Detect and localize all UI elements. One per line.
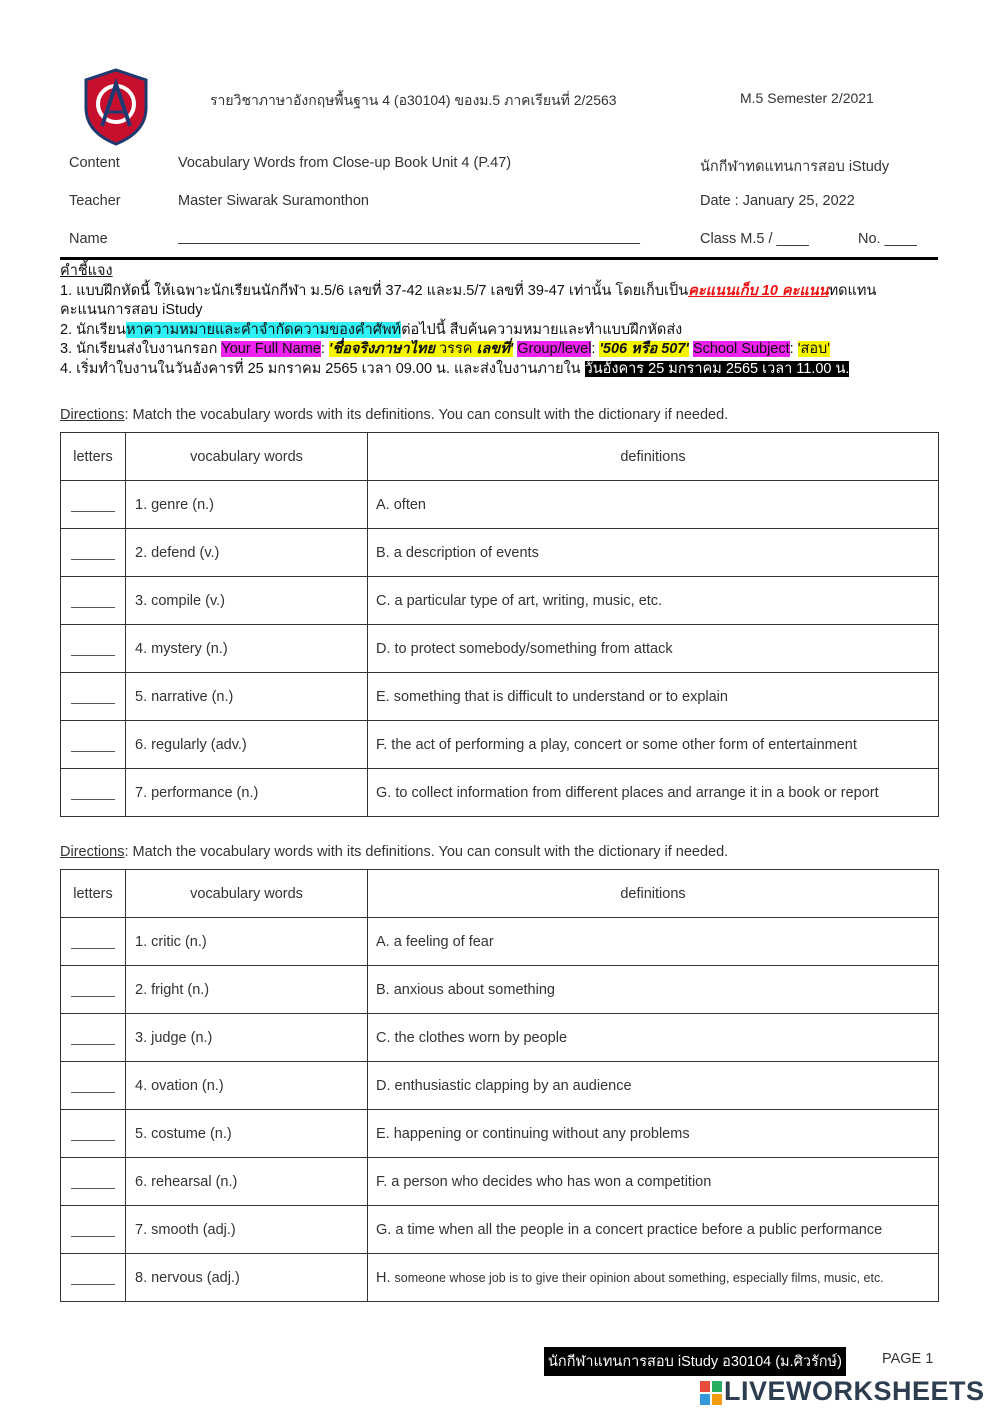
table-header-row — [61, 870, 939, 918]
vocab-word: 3. judge (n.) — [126, 1014, 368, 1062]
footer-label: นักกีฬาแทนการสอบ iStudy อ30104 (ม.ศิวรักษ์) — [544, 1347, 846, 1376]
answer-blank[interactable] — [71, 497, 115, 512]
header-divider — [60, 257, 938, 260]
vocab-definition: F. a person who decides who has won a competition — [368, 1158, 939, 1206]
definition-text: someone whose job is to give their opinion about something, especially films, music, etc. — [394, 1270, 884, 1285]
instr-3a: 3. นักเรียนส่งใบงานกรอก — [60, 341, 222, 357]
vocab-word: 8. nervous (adj.) — [126, 1254, 368, 1302]
date-label: Date : January 25, 2022 — [700, 193, 855, 209]
content-label: Content — [69, 155, 120, 171]
answer-blank[interactable] — [71, 1078, 115, 1093]
vocab-definition: E. something that is difficult to understand or to explain — [368, 673, 939, 721]
header-words: vocabulary words — [126, 433, 368, 481]
vocab-word: 1. critic (n.) — [126, 918, 368, 966]
vocab-word: 2. defend (v.) — [126, 529, 368, 577]
vocab-definition — [368, 1254, 939, 1302]
vocab-definition: B. a description of events — [368, 529, 939, 577]
header-definitions: definitions — [368, 870, 939, 918]
instr-3m: : — [789, 341, 798, 357]
table-row — [61, 918, 939, 966]
instr-3i: : — [591, 341, 600, 357]
instr-3e: วรรค — [434, 341, 477, 357]
answer-blank[interactable] — [71, 1174, 115, 1189]
name-field[interactable]: _____________________________________________________________ — [178, 229, 640, 245]
directions-label: Directions — [60, 844, 125, 860]
answer-blank[interactable] — [71, 737, 115, 752]
vocab-word: 5. narrative (n.) — [126, 673, 368, 721]
answer-blank[interactable] — [71, 641, 115, 656]
table-row — [61, 1254, 939, 1302]
directions-text: : Match the vocabulary words with its definitions. You can consult with the dictionary if needed. — [124, 407, 729, 423]
answer-blank[interactable] — [71, 689, 115, 704]
vocab-table-2 — [60, 869, 939, 1302]
table-row — [61, 481, 939, 529]
vocab-definition: G. to collect information from different places and arrange it in a book or report — [368, 769, 939, 817]
class-field[interactable]: Class M.5 / ____ — [700, 231, 809, 247]
vocab-word: 3. compile (v.) — [126, 577, 368, 625]
instructions-heading: คำชี้แจง — [60, 263, 113, 279]
table-row — [61, 966, 939, 1014]
teacher-label: Teacher — [69, 193, 121, 209]
answer-blank[interactable] — [71, 785, 115, 800]
answer-blank[interactable] — [71, 1270, 115, 1285]
school-crest-logo — [80, 68, 152, 146]
table-header-row — [61, 433, 939, 481]
table-row — [61, 1158, 939, 1206]
instr-4a: 4. เริ่มทำใบงานในวันอังคารที่ 25 มกราคม 2565 เวลา 09.00 น. และส่งใบงานภายใน — [60, 360, 585, 377]
vocab-word: 6. rehearsal (n.) — [126, 1158, 368, 1206]
semester-label: M.5 Semester 2/2021 — [740, 90, 874, 106]
number-field[interactable]: No. ____ — [858, 231, 917, 247]
subject-value: 'สอบ' — [797, 341, 831, 357]
table-row — [61, 721, 939, 769]
instr-2-highlight: หาความหมายและคำจำกัดความของคำศัพท์ — [125, 321, 402, 338]
instr-2a: 2. นักเรียน — [60, 321, 126, 338]
vocab-definition: B. anxious about something — [368, 966, 939, 1014]
table-row — [61, 1014, 939, 1062]
liveworksheets-logo — [700, 1378, 995, 1408]
answer-blank[interactable] — [71, 1030, 115, 1045]
instr-1d: คะแนนการสอบ iStudy — [60, 302, 203, 318]
deadline-highlight: วันอังคาร 25 มกราคม 2565 เวลา 11.00 น. — [584, 360, 850, 377]
teacher-value: Master Siwarak Suramonthon — [178, 193, 369, 209]
instr-1-score: คะแนนเก็บ 10 คะแนน — [688, 282, 829, 299]
instr-1a: 1. แบบฝึกหัดนี้ ให้เฉพาะนักเรียนนักกีฬา ม.5/6 เลขที่ 37-42 และม.5/7 เลขที่ 39-47 เท่านั้น โดยเก็บเป็น — [60, 282, 689, 299]
vocab-definition: A. a feeling of fear — [368, 918, 939, 966]
table-row — [61, 769, 939, 817]
header-letters: letters — [61, 870, 126, 918]
directions-text: : Match the vocabulary words with its definitions. You can consult with the dictionary if needed. — [124, 844, 729, 860]
course-title: รายวิชาภาษาอังกฤษพื้นฐาน 4 (อ30104) ของม.5 ภาคเรียนที่ 2/2563 — [210, 92, 617, 108]
vocab-word: 1. genre (n.) — [126, 481, 368, 529]
table-row — [61, 529, 939, 577]
header-definitions: definitions — [368, 433, 939, 481]
thai-name-format — [329, 341, 513, 357]
definition-prefix: H. — [376, 1269, 391, 1286]
number-part: เลขที่' — [476, 341, 514, 357]
vocab-word: 4. mystery (n.) — [126, 625, 368, 673]
answer-blank[interactable] — [71, 1222, 115, 1237]
full-name-tag: Your Full Name — [221, 341, 321, 357]
table-row — [61, 577, 939, 625]
answer-blank[interactable] — [71, 545, 115, 560]
vocab-definition: C. the clothes worn by people — [368, 1014, 939, 1062]
vocab-definition: D. to protect somebody/something from attack — [368, 625, 939, 673]
vocab-word: 7. performance (n.) — [126, 769, 368, 817]
vocab-word: 4. ovation (n.) — [126, 1062, 368, 1110]
group-values: '506 หรือ 507' — [599, 341, 689, 357]
instr-3c: : — [320, 341, 329, 357]
instr-1c: ทดแทน — [828, 282, 877, 299]
header-words: vocabulary words — [126, 870, 368, 918]
answer-blank[interactable] — [71, 1126, 115, 1141]
directions-1 — [60, 407, 728, 423]
vocab-definition: E. happening or continuing without any problems — [368, 1110, 939, 1158]
page-number: PAGE 1 — [882, 1351, 934, 1367]
vocab-word: 6. regularly (adv.) — [126, 721, 368, 769]
group-level-tag: Group/level — [517, 341, 592, 357]
thai-name-part: 'ชื่อจริงภาษาไทย — [328, 341, 435, 357]
instr-2c: ต่อไปนี้ สืบค้นความหมายและทำแบบฝึกหัดส่ง — [401, 321, 683, 338]
liveworksheets-brand: LIVEWORKSHEETS — [724, 1376, 985, 1406]
liveworksheets-mark-icon — [700, 1381, 722, 1405]
table-row — [61, 673, 939, 721]
directions-2 — [60, 844, 728, 860]
content-right: นักกีฬาทดแทนการสอบ iStudy — [700, 159, 890, 175]
vocab-word: 7. smooth (adj.) — [126, 1206, 368, 1254]
table-row — [61, 1062, 939, 1110]
school-subject-tag: School Subject — [692, 341, 790, 357]
vocab-definition: D. enthusiastic clapping by an audience — [368, 1062, 939, 1110]
table-row — [61, 1206, 939, 1254]
answer-blank[interactable] — [71, 982, 115, 997]
vocab-definition: A. often — [368, 481, 939, 529]
vocab-definition: F. the act of performing a play, concert or some other form of entertainment — [368, 721, 939, 769]
name-label: Name — [69, 231, 108, 247]
content-value: Vocabulary Words from Close-up Book Unit 4 (P.47) — [178, 155, 512, 171]
header-letters: letters — [61, 433, 126, 481]
vocab-table-1 — [60, 432, 939, 817]
answer-blank[interactable] — [71, 593, 115, 608]
vocab-word: 5. costume (n.) — [126, 1110, 368, 1158]
vocab-word: 2. fright (n.) — [126, 966, 368, 1014]
instructions — [60, 262, 940, 379]
directions-label: Directions — [60, 407, 125, 423]
vocab-definition: G. a time when all the people in a concert practice before a public performance — [368, 1206, 939, 1254]
table-row — [61, 1110, 939, 1158]
table-row — [61, 625, 939, 673]
vocab-definition: C. a particular type of art, writing, music, etc. — [368, 577, 939, 625]
answer-blank[interactable] — [71, 934, 115, 949]
